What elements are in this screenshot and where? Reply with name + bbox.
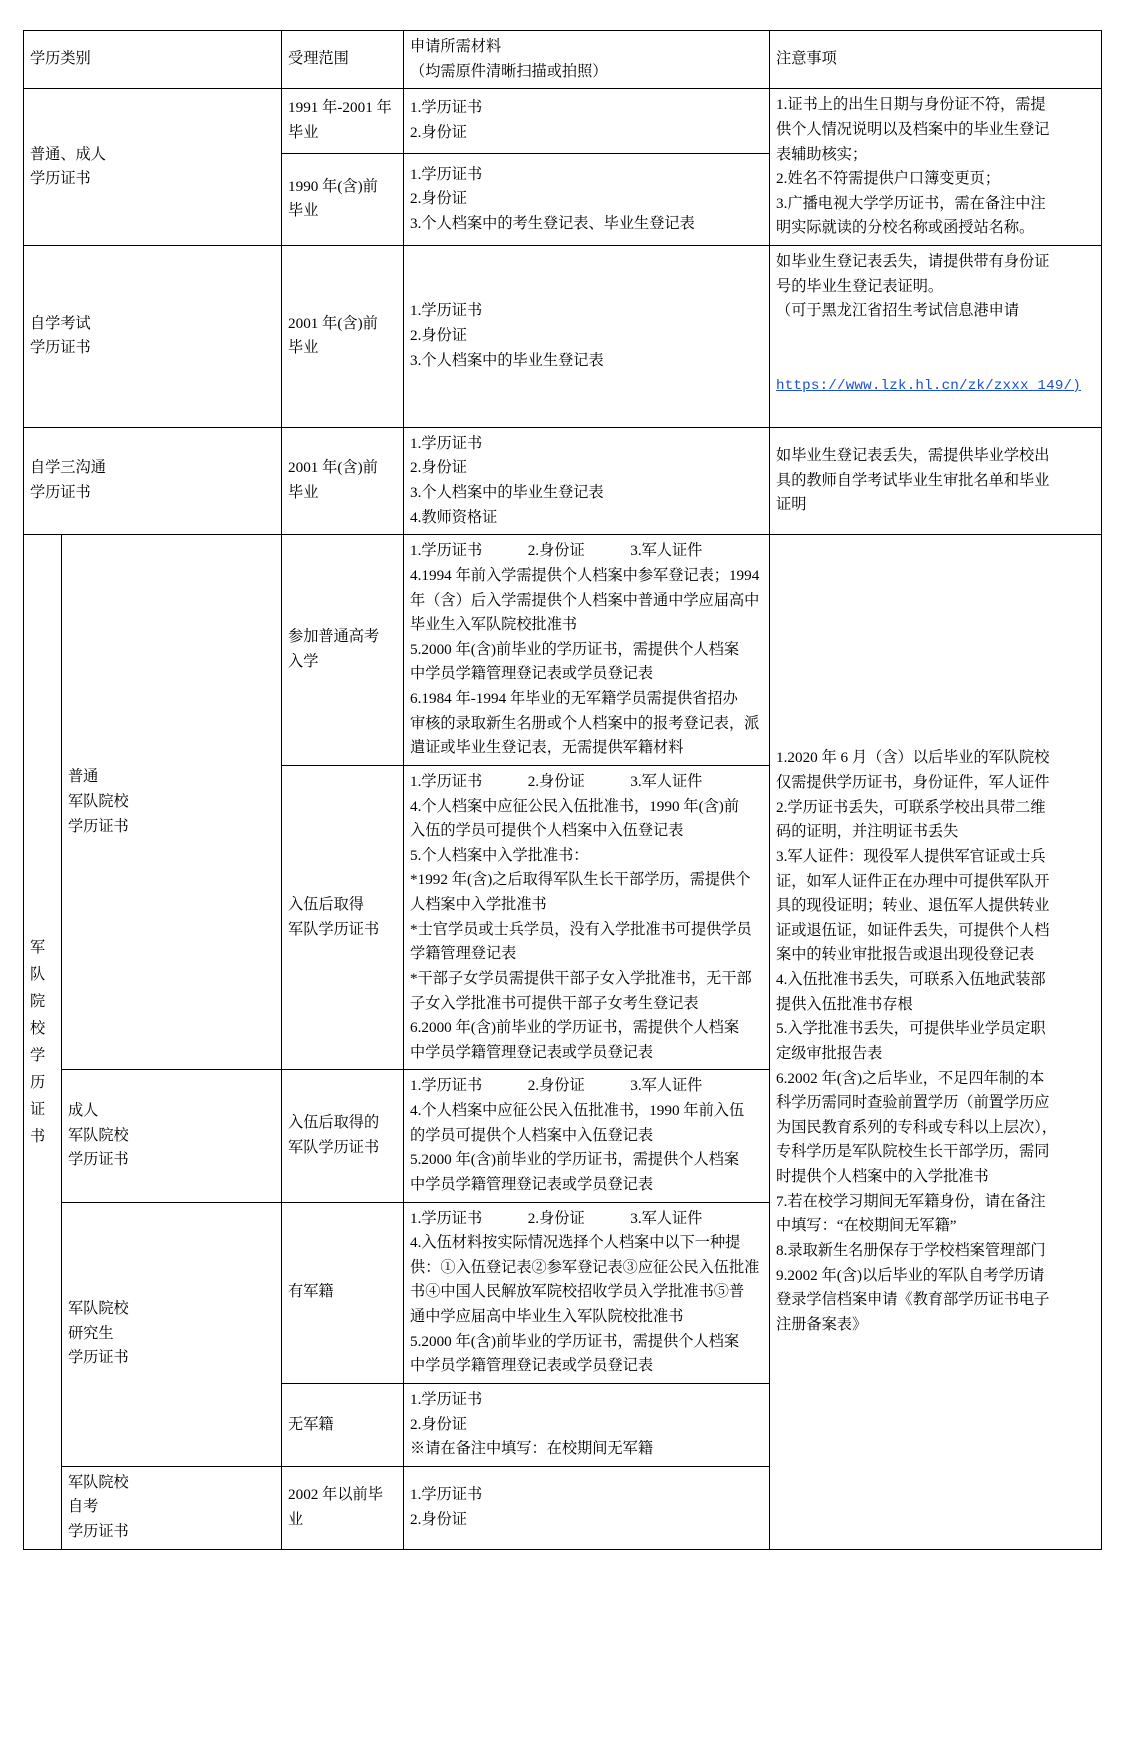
material-item: 5.2000 年(含)前毕业的学历证书，需提供个人档案 xyxy=(410,640,740,658)
scope-line: 军队学历证书 xyxy=(288,920,380,938)
category-ordinary-adult xyxy=(23,89,281,246)
scope-line: 参加普通高考 xyxy=(288,628,380,646)
table-row xyxy=(23,246,1101,428)
subcategory-ordinary-military xyxy=(61,535,281,1070)
note-line: 中填写：“在校期间无军籍” xyxy=(776,1217,957,1235)
scope-line: 1990 年(含)前 xyxy=(288,177,378,195)
scope-line: 有军籍 xyxy=(288,1283,334,1301)
material-item: 2.身份证 xyxy=(410,327,467,345)
subcategory-military-graduate xyxy=(61,1202,281,1466)
category-self-study-three-link xyxy=(23,427,281,535)
notes-cell-ordinary-adult xyxy=(770,89,1102,246)
material-item: 6.2000 年(含)前毕业的学历证书，需提供个人档案 xyxy=(410,1019,740,1037)
lzk-portal-link[interactable]: https://www.lzk.hl.cn/zk/zxxx_149/) xyxy=(776,378,1081,395)
note-line: 定级审批报告表 xyxy=(776,1044,883,1062)
note-line: 证或退伍证，如证件丢失，可提供个人档 xyxy=(776,921,1050,939)
note-line: 号的毕业生登记表证明。 xyxy=(776,277,944,295)
materials-cell xyxy=(404,1466,770,1549)
note-line: 5.入学批准书丢失，可提供毕业学员定职 xyxy=(776,1020,1046,1038)
subcategory-label-line: 军队院校 xyxy=(67,1473,129,1491)
materials-cell xyxy=(404,89,770,154)
note-line: 如毕业生登记表丢失，需提供毕业学校出 xyxy=(776,447,1050,465)
note-line: 时提供个人档案中的入学批准书 xyxy=(776,1168,989,1186)
note-url-line[interactable] xyxy=(776,324,1095,423)
scope-line: 毕业 xyxy=(288,339,319,357)
category-label-line: 学历证书 xyxy=(29,170,91,188)
notes-cell-military-academy xyxy=(770,535,1102,1549)
material-item: 4.教师资格证 xyxy=(410,508,498,526)
note-line: 2.姓名不符需提供户口簿变更页； xyxy=(776,170,1001,188)
material-item: 2.身份证 xyxy=(410,1510,467,1528)
scope-line: 2002 年以前毕业 xyxy=(288,1486,383,1528)
scope-cell xyxy=(282,765,404,1070)
material-item: 4.入伍材料按实际情况选择个人档案中以下一种提 xyxy=(410,1234,741,1252)
notes-cell-self-study-three-link xyxy=(770,427,1102,535)
note-line: 4.入伍批准书丢失，可联系入伍地武装部 xyxy=(776,971,1046,989)
vertical-char: 学 xyxy=(29,1046,46,1064)
material-item: 4.个人档案中应征公民入伍批准书，1990 年(含)前 xyxy=(410,797,740,815)
material-item: 遣证或毕业生登记表，无需提供军籍材料 xyxy=(410,739,684,757)
material-item: 中学员学籍管理登记表或学员登记表 xyxy=(410,665,653,683)
category-label-line: 学历证书 xyxy=(29,484,91,501)
category-label-line: 普通、成人 xyxy=(29,145,106,163)
header-row xyxy=(23,31,1101,89)
header-cell-materials xyxy=(404,31,770,89)
material-item: 3.个人档案中的考生登记表、毕业生登记表 xyxy=(410,214,695,232)
note-line: 3.广播电视大学学历证书，需在备注中注 xyxy=(776,194,1046,212)
material-item: 2.身份证 xyxy=(410,459,467,477)
header-cell-notes: 注意事项 xyxy=(770,31,1102,89)
scope-cell xyxy=(282,427,404,535)
subcategory-label-line: 研究生 xyxy=(67,1324,114,1342)
materials-cell xyxy=(404,153,770,245)
material-item: 1.学历证书 2.身份证 3.军人证件 xyxy=(410,1209,703,1227)
note-line: 2.学历证书丢失，可联系学校出具带二维 xyxy=(776,798,1046,816)
material-item: ※请在备注中填写：在校期间无军籍 xyxy=(410,1440,653,1458)
material-item: 1.学历证书 2.身份证 3.军人证件 xyxy=(410,1077,703,1095)
material-item: 中学员学籍管理登记表或学员登记表 xyxy=(410,1043,653,1061)
scope-cell xyxy=(282,1466,404,1549)
note-line: 证，如军人证件正在办理中可提供军队开 xyxy=(776,872,1050,890)
note-line: 表辅助核实； xyxy=(776,145,868,163)
note-line: 9.2002 年(含)以后毕业的军队自考学历请 xyxy=(776,1266,1045,1284)
material-item: 人档案中入学批准书 xyxy=(410,896,547,913)
subcategory-adult-military xyxy=(61,1070,281,1202)
material-item: 通中学应届高中毕业生入军队院校批准书 xyxy=(410,1308,684,1325)
material-item: 子女入学批准书可提供干部子女考生登记表 xyxy=(410,994,699,1012)
scope-line: 入伍后取得的 xyxy=(288,1114,380,1132)
subcategory-label-line: 军队院校 xyxy=(67,1300,129,1318)
note-line: 1.证书上的出生日期与身份证不符，需提 xyxy=(776,96,1046,114)
material-item: 书④中国人民解放军院校招收学员入学批准书⑤普 xyxy=(410,1283,745,1301)
vertical-char: 历 xyxy=(29,1073,46,1091)
material-item: 毕业生入军队院校批准书 xyxy=(410,616,578,634)
note-line: 如毕业生登记表丢失，请提供带有身份证 xyxy=(776,253,1050,270)
category-label-line: 学历证书 xyxy=(29,339,91,357)
scope-line: 毕业 xyxy=(288,484,319,501)
material-item: 供：①入伍登记表②参军登记表③应征公民入伍批准 xyxy=(410,1258,760,1276)
scope-cell xyxy=(282,246,404,428)
note-line: 仅需提供学历证书，身份证件，军人证件 xyxy=(776,774,1050,792)
note-line: （可于黑龙江省招生考试信息港申请 xyxy=(776,302,1019,320)
material-item: 5.个人档案中入学批准书： xyxy=(410,846,589,864)
scope-cell xyxy=(282,535,404,766)
subcategory-military-self-study xyxy=(61,1466,281,1549)
category-label-line: 自学考试 xyxy=(29,314,91,332)
note-line: 供个人情况说明以及档案中的毕业生登记 xyxy=(776,120,1050,138)
notes-cell-self-study-exam xyxy=(770,246,1102,428)
note-line: 明实际就读的分校名称或函授站名称。 xyxy=(776,219,1035,237)
scope-cell xyxy=(282,89,404,154)
material-item: 2.身份证 xyxy=(410,1415,467,1433)
note-line: 为国民教育系列的专科或专科以上层次）， xyxy=(776,1118,1057,1136)
subcategory-label-line: 学历证书 xyxy=(67,1349,129,1367)
scope-line: 2001 年(含)前 xyxy=(288,459,378,477)
materials-cell xyxy=(404,535,770,766)
materials-cell xyxy=(404,1202,770,1383)
table-header xyxy=(23,31,1101,89)
material-item: 入伍的学员可提供个人档案中入伍登记表 xyxy=(410,822,684,840)
note-line: 登录学信档案申请《教育部学历证书电子 xyxy=(776,1291,1050,1309)
note-line: 具的教师自学考试毕业生审批名单和毕业 xyxy=(776,471,1050,489)
material-item: 1.学历证书 xyxy=(410,302,483,320)
material-item: 的学员可提供个人档案中入伍登记表 xyxy=(410,1126,653,1144)
material-item: *1992 年(含)之后取得军队生长干部学历，需提供个 xyxy=(410,871,751,889)
material-item: 1.学历证书 xyxy=(410,1486,483,1504)
materials-cell xyxy=(404,1383,770,1466)
material-item: 2.身份证 xyxy=(410,190,467,208)
material-item: 1.学历证书 2.身份证 3.军人证件 xyxy=(410,542,703,560)
material-item: 1.学历证书 xyxy=(410,165,483,183)
subcategory-label-line: 自考 xyxy=(67,1498,99,1516)
subcategory-label-line: 军队院校 xyxy=(67,1126,129,1144)
scope-cell xyxy=(282,1383,404,1466)
materials-cell xyxy=(404,1070,770,1202)
material-item: 3.个人档案中的毕业生登记表 xyxy=(410,484,604,501)
header-cell-scope: 受理范围 xyxy=(282,31,404,89)
scope-line: 毕业 xyxy=(288,124,319,142)
scope-cell xyxy=(282,1070,404,1202)
vertical-label xyxy=(30,934,55,1150)
category-label-line: 自学三沟通 xyxy=(29,459,106,477)
vertical-char: 书 xyxy=(29,1128,46,1146)
scope-line: 毕业 xyxy=(288,202,319,220)
note-line: 具的现役证明；转业、退伍军人提供转业 xyxy=(776,897,1050,915)
scope-line: 2001 年(含)前 xyxy=(288,314,378,332)
note-line: 科学历需同时查验前置学历（前置学历应 xyxy=(776,1094,1050,1112)
material-item: 5.2000 年(含)前毕业的学历证书，需提供个人档案 xyxy=(410,1332,740,1350)
subcategory-label-line: 军队院校 xyxy=(67,793,129,810)
table-row xyxy=(23,427,1101,535)
header-materials-line2: （均需原件清晰扫描或拍照） xyxy=(410,62,608,80)
material-item: 1.学历证书 2.身份证 3.军人证件 xyxy=(410,772,703,790)
table-body xyxy=(23,89,1101,1549)
materials-cell xyxy=(404,765,770,1070)
vertical-char: 校 xyxy=(29,1019,46,1037)
vertical-char: 军 xyxy=(29,938,46,956)
material-item: 中学员学籍管理登记表或学员登记表 xyxy=(410,1175,653,1193)
materials-cell xyxy=(404,427,770,535)
note-line: 专科学历是军队院校生长干部学历，需同 xyxy=(776,1143,1050,1161)
vertical-char: 证 xyxy=(29,1101,46,1119)
subcategory-label-line: 学历证书 xyxy=(67,1523,129,1540)
material-item: *士官学员或士兵学员，没有入学批准书可提供学员 xyxy=(410,920,752,938)
material-item: 3.个人档案中的毕业生登记表 xyxy=(410,351,604,369)
note-line: 1.2020 年 6 月（含）以后毕业的军队院校 xyxy=(776,749,1050,767)
material-item: 中学员学籍管理登记表或学员登记表 xyxy=(410,1357,653,1375)
scope-cell xyxy=(282,1202,404,1383)
note-line: 7.若在校学习期间无军籍身份，请在备注 xyxy=(776,1192,1046,1210)
material-item: 4.个人档案中应征公民入伍批准书，1990 年前入伍 xyxy=(410,1102,745,1119)
category-military-academy-vertical xyxy=(23,535,61,1549)
material-item: 1.学历证书 xyxy=(410,1390,483,1408)
subcategory-label-line: 成人 xyxy=(67,1102,99,1119)
table-row xyxy=(23,535,1101,766)
vertical-char: 队 xyxy=(29,965,46,983)
material-item: 4.1994 年前入学需提供个人档案中参军登记表；1994 xyxy=(410,566,760,584)
note-line: 8.录取新生名册保存于学校档案管理部门 xyxy=(776,1241,1046,1259)
subcategory-label-line: 学历证书 xyxy=(67,1151,129,1169)
material-item: 学籍管理登记表 xyxy=(410,945,517,963)
material-item: 1.学历证书 xyxy=(410,434,483,452)
header-cell-category: 学历类别 xyxy=(23,31,281,89)
header-materials-line1: 申请所需材料 xyxy=(410,38,502,55)
note-line: 6.2002 年(含)之后毕业，不足四年制的本 xyxy=(776,1069,1045,1087)
material-item: 2.身份证 xyxy=(410,124,467,142)
note-line: 案中的转业审批报告或退出现役登记表 xyxy=(776,946,1035,964)
material-item: 审核的录取新生名册或个人档案中的报考登记表，派 xyxy=(410,714,760,732)
education-certificate-requirements-table xyxy=(23,30,1102,1550)
material-item: 年（含）后入学需提供个人档案中普通中学应届高中 xyxy=(410,591,760,609)
material-item: 6.1984 年-1994 年毕业的无军籍学员需提供省招办 xyxy=(410,690,738,707)
table-row xyxy=(23,89,1101,154)
scope-cell xyxy=(282,153,404,245)
note-line: 码的证明，并注明证书丢失 xyxy=(776,823,959,841)
material-item: 1.学历证书 xyxy=(410,99,483,117)
scope-line: 入伍后取得 xyxy=(288,896,364,913)
scope-line: 无军籍 xyxy=(288,1415,334,1433)
vertical-char: 院 xyxy=(29,992,46,1010)
subcategory-label-line: 学历证书 xyxy=(67,817,129,835)
scope-line: 军队学历证书 xyxy=(288,1138,380,1156)
note-line: 注册备案表》 xyxy=(776,1315,868,1333)
scope-line: 入学 xyxy=(288,653,319,671)
material-item: *干部子女学员需提供干部子女入学批准书，无干部 xyxy=(410,969,752,987)
note-line: 提供入伍批准书存根 xyxy=(776,995,913,1013)
note-line: 3.军人证件：现役军人提供军官证或士兵 xyxy=(776,847,1046,865)
material-item: 5.2000 年(含)前毕业的学历证书，需提供个人档案 xyxy=(410,1151,740,1169)
scope-line: 1991 年-2001 年 xyxy=(288,99,392,117)
category-self-study-exam xyxy=(23,246,281,428)
note-line: 证明 xyxy=(776,496,807,514)
subcategory-label-line: 普通 xyxy=(67,768,99,786)
materials-cell xyxy=(404,246,770,428)
